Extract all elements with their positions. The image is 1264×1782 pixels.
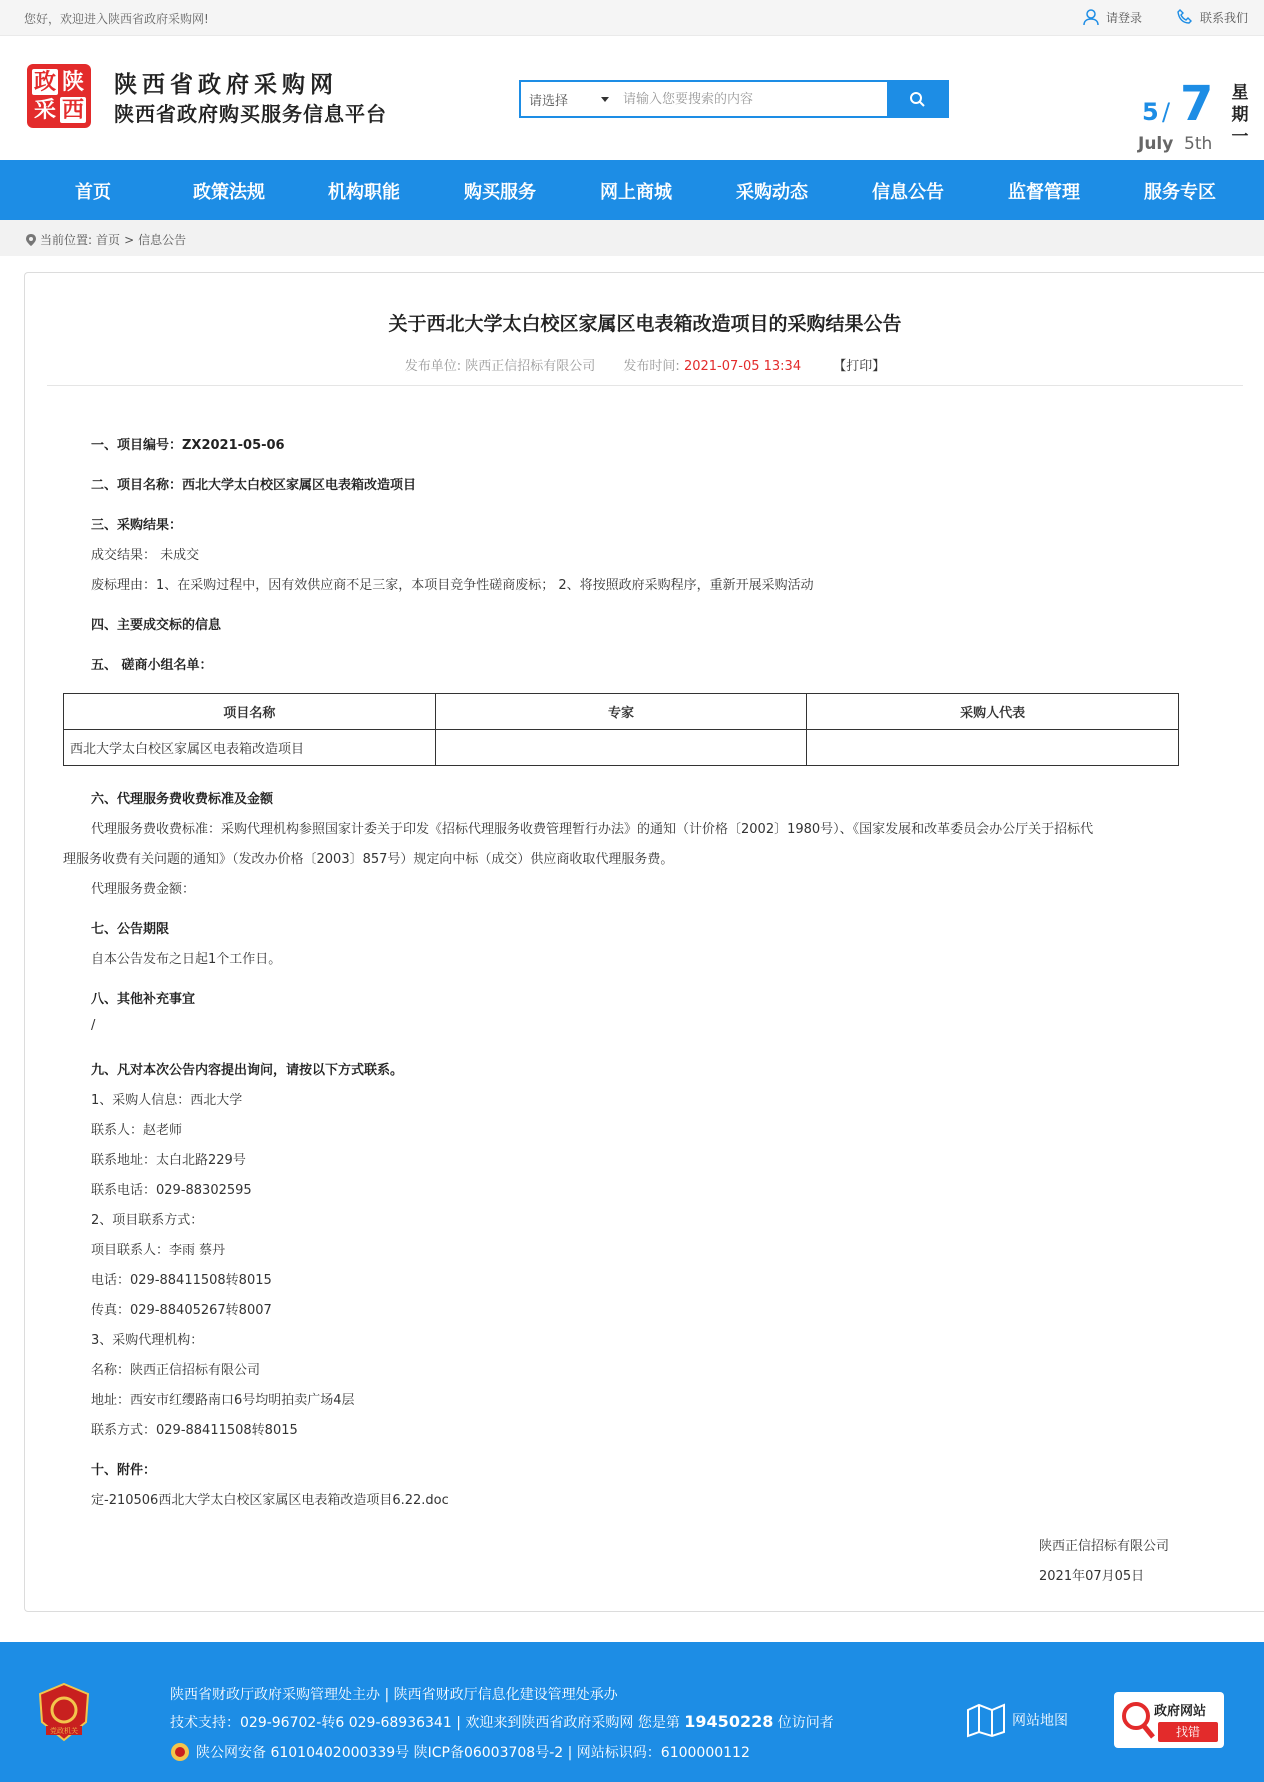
magnifier-icon [1120,1700,1156,1740]
date-widget [1130,58,1264,158]
nav-item-supervision[interactable]: 监督管理 [1008,182,1080,203]
nav-item-policy[interactable]: 政策法规 [193,182,265,203]
fee-amount: 代理服务费金额： [91,882,196,897]
logo-seal[interactable] [27,64,91,128]
table-header: 项目名称 [64,694,436,730]
report-error-title: 政府网站 [1154,1704,1207,1719]
period-text: 自本公告发布之日起1个工作日。 [91,952,282,967]
user-icon [1082,8,1100,26]
publisher-name: 陕西正信招标有限公司 [465,359,596,374]
breadcrumb-separator: > [124,232,135,247]
table-header: 采购人代表 [807,694,1179,730]
print-link[interactable]: 【打印】 [833,359,886,374]
contact-line: 3、采购代理机构： [91,1333,204,1348]
fee-standard-line2: 理服务收费有关问题的通知》（发改办价格〔2003〕857号）规定向中标（成交）供应商收取代理服务费。 [63,852,674,867]
search-category-label: 请选择 [529,93,569,109]
search-category-select[interactable] [521,82,617,116]
breadcrumb-label: 当前位置: [40,233,93,247]
table-cell [435,730,807,766]
signature-date: 2021年07月05日 [1039,1569,1145,1584]
breadcrumb-home[interactable]: 首页 [96,233,121,247]
site-subtitle: 陕西省政府购买服务信息平台 [114,102,387,126]
date-month: 5 [1142,98,1159,126]
seal-char: 采 [33,97,56,123]
login-label: 请登录 [1106,10,1143,25]
report-error-button[interactable] [1114,1692,1224,1748]
seal-char: 西 [61,97,84,123]
section-panel-list: 五、 磋商小组名单： [91,658,213,673]
nav-item-mall[interactable]: 网上商城 [600,182,672,203]
sitemap-label: 网站地图 [1012,1713,1068,1729]
search-icon [909,91,925,107]
report-error-label: 找错 [1158,1722,1218,1742]
contact-line: 联系电话：029-88302595 [91,1183,252,1198]
contact-line: 地址：西安市红缨路南口6号均明拍卖广场4层 [91,1393,355,1408]
nav-item-service-zone[interactable]: 服务专区 [1144,182,1216,203]
panel-table [63,693,1179,766]
nav-item-news[interactable]: 采购动态 [736,182,808,203]
contact-line: 电话：029-88411508转8015 [91,1273,272,1288]
section-period: 七、公告期限 [91,922,170,937]
date-weekday: 星期一 [1231,83,1249,147]
map-icon [966,1702,1006,1738]
nav-item-services[interactable]: 购买服务 [464,182,536,203]
police-badge-icon [170,1742,190,1762]
site-title: 陕西省政府采购网 [114,72,338,98]
divider [47,385,1243,386]
publish-time: 2021-07-05 13:34 [683,359,802,374]
nav-item-home[interactable]: 首页 [75,182,111,203]
section-project-name: 二、项目名称：西北大学太白校区家属区电表箱改造项目 [91,478,417,493]
table-cell: 西北大学太白校区家属区电表箱改造项目 [64,730,436,766]
party-emblem-icon[interactable] [36,1682,92,1742]
search-button[interactable] [887,82,947,116]
contact-line: 1、采购人信息：西北大学 [91,1093,243,1108]
date-day: 7 [1180,76,1214,132]
nav-item-notices[interactable]: 信息公告 [872,182,944,203]
main-nav [0,160,1264,220]
section-fee: 六、代理服务费收费标准及金额 [91,792,274,807]
location-pin-icon [26,234,36,246]
contact-link[interactable] [1176,8,1248,26]
footer-visitor-suffix: 位访问者 [777,1715,834,1731]
welcome-text: 您好，欢迎进入陕西省政府采购网! [24,12,209,26]
emblem-text: 党政机关 [50,1727,78,1735]
footer-license [170,1742,750,1762]
sitemap-link[interactable] [966,1702,1068,1738]
visitor-count: 19450228 [684,1712,774,1731]
publisher-label: 发布单位: [404,359,462,374]
contact-line: 联系地址：太白北路229号 [91,1153,246,1168]
contact-line: 传真：029-88405267转8007 [91,1303,272,1318]
section-project-number: 一、项目编号：ZX2021-05-06 [91,438,285,453]
login-link[interactable] [1082,8,1142,26]
search-bar [519,80,949,118]
result-reason: 废标理由：1、在采购过程中，因有效供应商不足三家，本项目竞争性磋商废标； 2、将按照政府采购程序，重新开展采购活动 [91,578,814,593]
breadcrumb-current[interactable]: 信息公告 [138,233,187,247]
footer-sponsor: 陕西省财政厅政府采购管理处主办 | 陕西省财政厅信息化建设管理处承办 [170,1687,618,1703]
phone-icon [1176,8,1194,26]
top-bar [0,0,1264,36]
date-month-name: July [1138,134,1174,154]
publish-time-label: 发布时间: [623,359,680,374]
seal-char: 政 [33,69,56,95]
section-other: 八、其他补充事宜 [91,992,196,1007]
date-slash: / [1162,98,1171,126]
article-meta [25,355,1264,374]
chevron-down-icon [601,97,609,102]
nav-item-agencies[interactable]: 机构职能 [328,182,400,203]
contact-line: 项目联系人：李雨 蔡丹 [91,1243,226,1258]
header [0,36,1264,160]
article-title: 关于西北大学太白校区家属区电表箱改造项目的采购结果公告 [388,313,902,335]
contact-line: 2、项目联系方式： [91,1213,204,1228]
table-cell [807,730,1179,766]
table-header: 专家 [435,694,807,730]
footer-support-text: 技术支持：029-96702-转6 029-68936341 | 欢迎来到陕西省政府采购网 您是第 [170,1715,680,1731]
contact-label: 联系我们 [1200,10,1249,25]
attachment-link[interactable]: 定-210506西北大学太白校区家属区电表箱改造项目6.22.doc [91,1493,449,1508]
table-row [64,730,1179,766]
contact-line: 联系人：赵老师 [91,1123,183,1138]
section-contact: 九、凡对本次公告内容提出询问，请按以下方式联系。 [91,1063,404,1078]
contact-line: 联系方式：029-88411508转8015 [91,1423,298,1438]
section-attachment: 十、附件： [91,1463,157,1478]
section-result-heading: 三、采购结果： [91,518,183,533]
signature-company: 陕西正信招标有限公司 [1039,1539,1170,1554]
fee-standard-line1: 代理服务费收费标准：采购代理机构参照国家计委关于印发《招标代理服务收费管理暂行办法》的通知（计价格〔2002〕1980号）、《国家发展和改革委员会办公厅关于招标代 [91,822,1094,837]
seal-char: 陕 [61,69,84,95]
article-panel [24,272,1264,1612]
contact-line: 名称：陕西正信招标有限公司 [91,1363,261,1378]
breadcrumb [0,220,1264,256]
section-main-info: 四、主要成交标的信息 [91,618,222,633]
footer-support [170,1712,834,1732]
other-text: / [91,1018,96,1033]
footer [0,1642,1264,1782]
search-input[interactable] [617,82,887,116]
footer-license-text: 陕公网安备 61010402000339号 陕ICP备06003708号-2 | 网站标识码：6100000112 [196,1745,750,1761]
result-line: 成交结果： 未成交 [91,548,200,563]
date-day-name: 5th [1184,134,1213,154]
